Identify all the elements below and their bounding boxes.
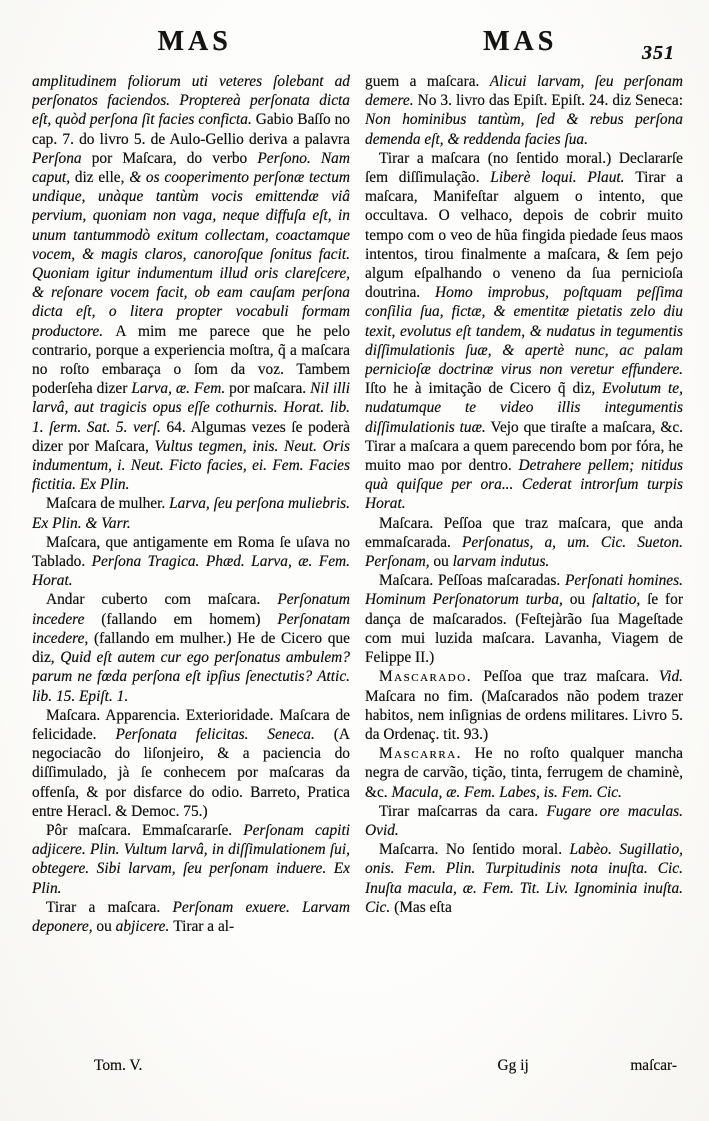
paragraph xyxy=(365,72,683,149)
page-number: 351 xyxy=(642,42,675,64)
text-segment: por maſcara. xyxy=(229,380,311,398)
paragraph xyxy=(365,571,683,667)
latin-text-segment: Detrahere pellem; nitidus quà quiſque per ora... Cederat introrſum turpis Horat. xyxy=(365,457,683,513)
text-segment: Maſcara. Peſſoas maſcaradas. xyxy=(379,572,565,590)
text-segment: ou xyxy=(569,591,592,609)
text-segment: No 3. livro das Epiſt. Epiſt. 24. diz Seneca: xyxy=(417,92,683,110)
latin-text-segment: Perſonam exuere. Larvam deponere, xyxy=(32,898,350,935)
text-segment: (Mas eſta xyxy=(394,898,452,916)
latin-text-segment: Perſona xyxy=(32,149,92,167)
latin-text-segment: Alicui larvam, ſeu perſonam demere. xyxy=(365,73,683,110)
text-segment: He no roſto qualquer mancha negra de carvão, tição, tinta, ferrugem de chaminè, &c. xyxy=(365,745,683,801)
paragraph xyxy=(32,533,350,591)
text-segment: (fallando em homem) xyxy=(101,610,278,628)
latin-text-segment: Nil illi larvâ, aut tragicis opus eſſe cothurnis. Horat. lib. 1. ſerm. Sat. 5. verſ. xyxy=(32,380,350,436)
text-segment: Gabio Baſſo no cap. 7. do livro 5. de Aulo-Gellio deriva a palavra xyxy=(32,111,350,148)
latin-text-segment: Perſono. Nam caput, xyxy=(32,149,350,187)
column-left xyxy=(32,72,350,1057)
headword-segment: Mascarado. xyxy=(379,668,484,686)
latin-text-segment: Macula, æ. Fem. Labes, is. Fem. Cic. xyxy=(391,783,622,801)
paragraph xyxy=(365,514,683,572)
gathering-signature: Gg ij xyxy=(497,1057,529,1074)
latin-text-segment: Quid eſt autem cur ego perſonatus ambulem? parum ne fœda perſona eſt ipſius ſenectutis? Attic. lib. 15. Epiſt. 1. xyxy=(32,649,350,705)
footer-right xyxy=(396,1057,683,1081)
text-segment: Maſcara. Apparencia. Exterioridade. Maſcara de felicidade. xyxy=(32,706,350,743)
latin-text-segment: Homo improbus, poſtquam peſſima conſilia ſua, fictæ, & ementitæ pietatis zelo diu texit, evolutus eſt tandem, & nudatus in tegumentis diſſimulationis ſuæ, & apertè nunc, ac palam pernicioſæ doctrinæ virus non veretur effundere. xyxy=(365,284,683,379)
text-segment: diz elle, xyxy=(74,169,130,187)
text-segment: ſe for dança de maſcarados. (Feſtejàrão ſua Mageſtade com mui luzida maſcara. Lavanha, Viagem de Felippe II.) xyxy=(365,591,683,667)
latin-text-segment: Labèo. Sugillatio, onis. Fem. Plin. Turpitudinis nota inuſta. Cic. Inuſta macula, æ. Fem. Tit. Liv. Ignominia inuſta. Cic. xyxy=(365,841,683,916)
paragraph xyxy=(32,821,350,898)
text-segment: Tirar a maſcara, Manifeſtar alguem o intento, que occultava. O velhaco, depois de cobrir muito tempo com o veo de hũa fingida piedade ſeus maos intentos, tirou finalmente a maſcara, & ſem pejo algum eſpalhando o veneno da ſua pernicioſa doutrina. xyxy=(365,169,683,302)
text-segment: Maſcara. Peſſoa que traz maſcara, que anda emmaſcarada. xyxy=(365,514,683,551)
paragraph xyxy=(32,590,350,705)
text-segment: Vejo que tiraſte a maſcara, &c. Tirar a maſcara a quem parecendo bom por fóra, he muito mao por dentro. xyxy=(365,418,683,475)
latin-text-segment: Perſona Tragica. Phæd. Larva, æ. Fem. Horat. xyxy=(32,553,350,590)
latin-text-segment: larvam indutus. xyxy=(452,553,550,571)
latin-text-segment: Liberè loqui. Plaut. xyxy=(490,169,636,187)
latin-text-segment: Fugare ore maculas. Ovid. xyxy=(365,802,683,839)
latin-text-segment: Larva, æ. Fem. xyxy=(131,380,230,398)
paragraph xyxy=(365,840,683,917)
paragraph xyxy=(32,706,350,821)
text-segment: Maſcara no fim. (Maſcarados não podem trazer habitos, nem inſignias de ordens militares. Livro 5. da Ordenaç. tit. 93.) xyxy=(365,687,683,743)
running-head-left: MAS xyxy=(157,26,232,57)
paragraph xyxy=(365,667,683,744)
catchword: maſcar- xyxy=(630,1057,677,1074)
paragraph xyxy=(365,802,683,840)
latin-text-segment: Perſonatus, a, um. Cic. Sueton. Perſonam, xyxy=(365,533,683,571)
running-head-right: MAS xyxy=(483,26,558,57)
paragraph xyxy=(32,72,350,494)
text-segment: Peſſoa que traz maſcara. xyxy=(483,668,659,686)
text-segment: Pôr maſcara. Emmaſcararſe. xyxy=(46,821,244,839)
footer-row xyxy=(32,1057,683,1081)
paragraph xyxy=(365,744,683,802)
text-segment: (A negociacão do liſonjeiro, & a paciencia do diſſimulado, jà ſe conhecem por maſcaras da offenſa, & por disfarce do odio. Barreto, Pratica entre Heracl. & Democ. 75.) xyxy=(32,725,350,820)
text-segment: Maſcara de mulher. xyxy=(46,495,170,513)
text-segment: guem a maſcara. xyxy=(365,73,490,90)
paragraph xyxy=(365,149,683,514)
latin-text-segment: Vultus tegmen, inis. Neut. Oris indumentum, i. Neut. Ficto facies, ei. Fem. Facies fictitia. Ex Plin. xyxy=(32,437,350,494)
latin-text-segment: amplitudinem foliorum uti veteres ſolebant ad perſonatos faciendos. Proptereà perſonata dicta eſt, quòd perſona ſit facies conficta. xyxy=(32,73,350,129)
paragraph xyxy=(32,494,350,532)
running-head xyxy=(32,26,683,72)
latin-text-segment: Perſonatum incedere xyxy=(32,591,350,628)
text-segment: por Maſcara, do verbo xyxy=(91,149,258,167)
latin-text-segment: Perſonati homines. Hominum Perſonatorum turba, xyxy=(365,572,683,609)
text-segment: ou xyxy=(433,553,453,571)
text-segment: Iſto he à imitação de Cicero q̃ diz, xyxy=(365,380,603,398)
text-segment: Tirar maſcarras da cara. xyxy=(379,802,547,820)
text-segment: Tirar a maſcara (no ſentido moral.) Declararſe ſem diſſimulação. xyxy=(365,149,683,187)
latin-text-segment: abjicere. xyxy=(115,917,174,935)
text-segment: Maſcara, que antigamente em Roma ſe uſava no Tablado. xyxy=(32,533,350,571)
column-right xyxy=(365,72,683,1057)
text-columns xyxy=(32,72,683,1057)
paragraph xyxy=(32,898,350,936)
latin-text-segment: & os cooperimento perſonæ tectum undique, unàque tantùm vocis emittendæ viâ pervium, quoniam non vaga, neque diffuſa eſt, in unum tantummodò exitum collectam, coactamque vocem, & magis claros, canoroſque ſonitus facit. Quoniam igitur indumentum illud oris clareſcere, & reſonare vocem facit, ob eam cauſam perſona dicta eſt, o litera propter vocabuli formam productore. xyxy=(32,169,350,340)
latin-text-segment: Non hominibus tantùm, ſed & rebus perſona demenda eſt, & reddenda facies ſua. xyxy=(365,111,683,148)
latin-text-segment: Larva, ſeu perſona muliebris. Ex Plin. & Varr. xyxy=(32,495,350,532)
headword-segment: Mascarra. xyxy=(379,745,475,763)
text-segment: 64. Algumas vezes ſe poderà dizer por Maſcara, xyxy=(32,418,350,455)
latin-text-segment: Perſonatam incedere, xyxy=(32,610,350,647)
latin-text-segment: Perſonam capiti adjicere. Plin. Vultum larvâ, in diſſimulationem ſui, obtegere. Sibi larvam, ſeu perſonam induere. Ex Plin. xyxy=(32,821,350,897)
latin-text-segment: ſaltatio, xyxy=(591,591,648,609)
text-segment: Tirar a maſcara. xyxy=(46,898,173,916)
latin-text-segment: Vid. xyxy=(658,668,683,686)
latin-text-segment: Perſonata felicitas. Seneca. xyxy=(115,725,334,743)
text-segment: Andar cuberto com maſcara. xyxy=(46,591,278,609)
text-segment: A mim me parece que he pelo contrario, porque a experiencia moſtra, q̃ a maſcara no roſto embaraça o ſom da voz. Tambem poderſeha dizer xyxy=(32,322,350,398)
text-segment: Maſcarra. No ſentido moral. xyxy=(379,841,570,859)
tome-signature: Tom. V. xyxy=(94,1057,143,1074)
latin-text-segment: Evolutum te, nudatumque te video illis integumentis diſſimulationis tuæ. xyxy=(365,380,683,436)
text-segment: Tirar a al- xyxy=(173,917,235,935)
text-segment: ou xyxy=(96,917,116,935)
text-segment: (fallando em mulher.) He de Cicero que diz, xyxy=(32,629,350,667)
